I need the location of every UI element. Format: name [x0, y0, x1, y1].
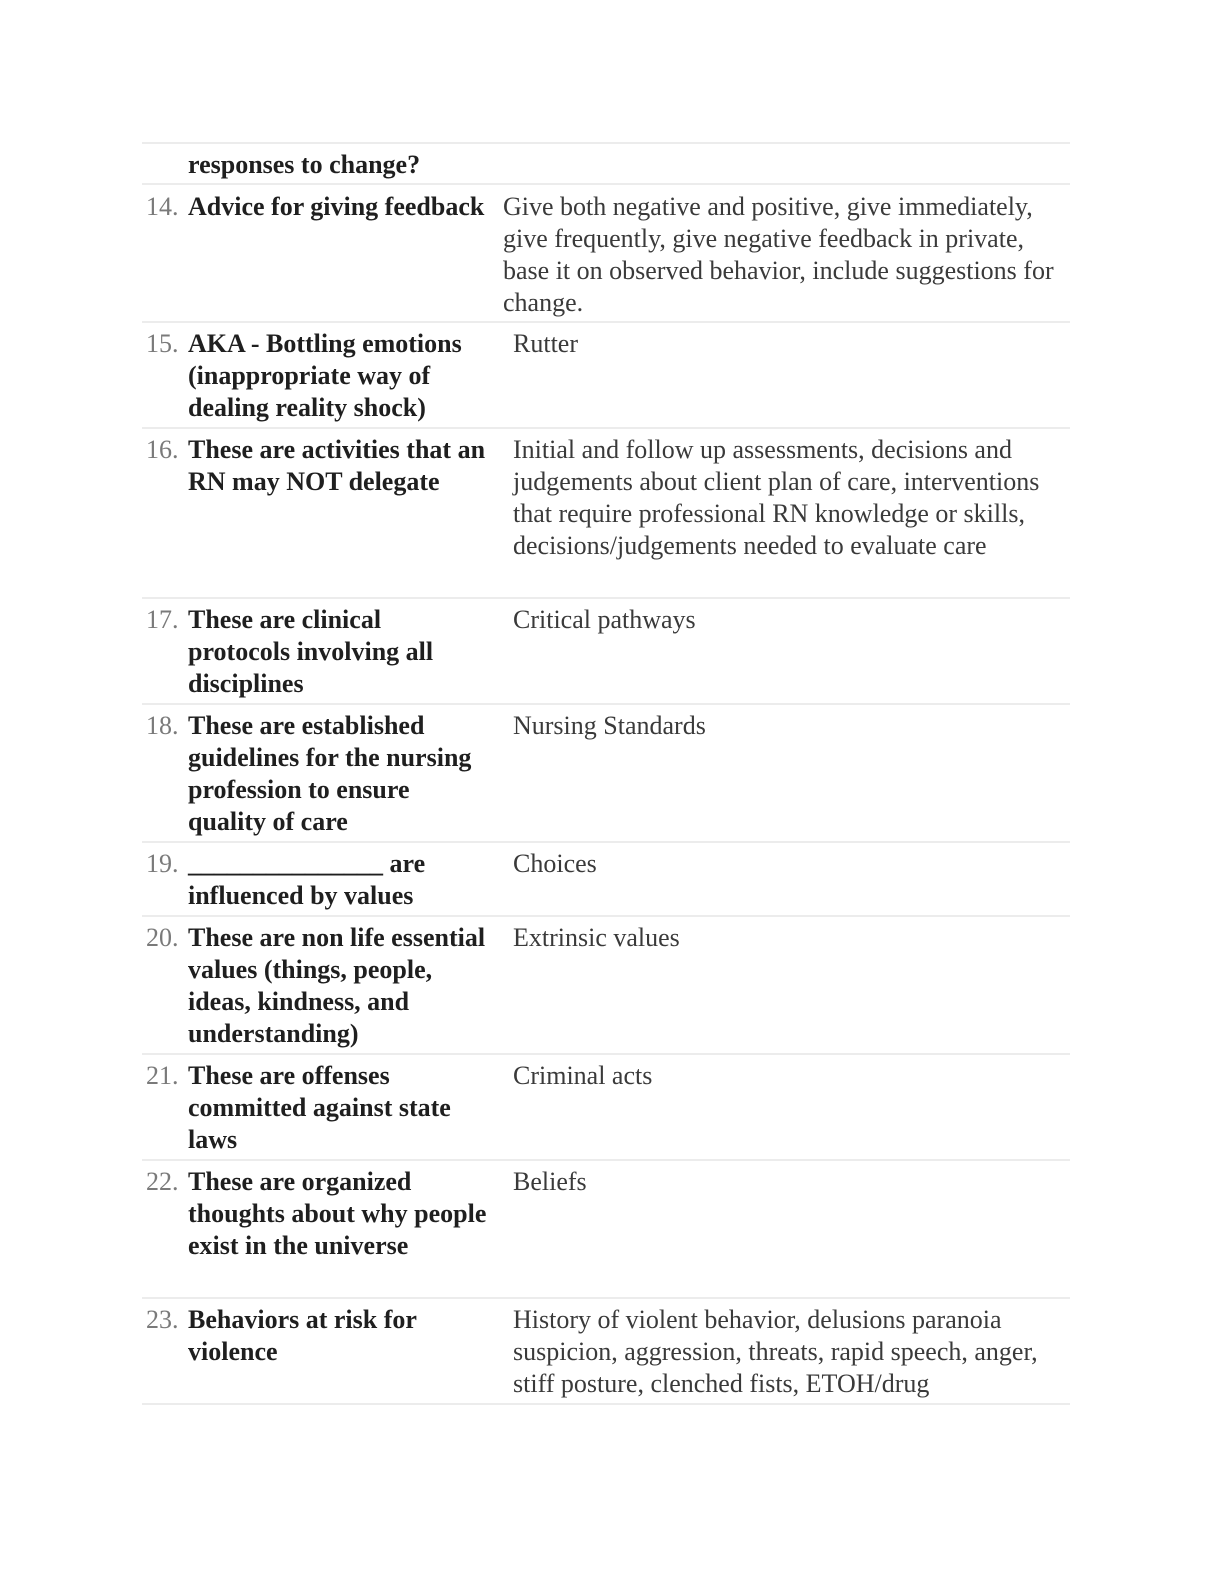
row-definition: Give both negative and positive, give immediately, give frequently, give negative feedback in private, base it on observed behavior, include suggestions for change. — [503, 192, 1054, 317]
table-row — [142, 429, 1070, 599]
row-term: These are organized thoughts about why people exist in the universe — [188, 1167, 487, 1260]
row-definition: Initial and follow up assessments, decisions and judgements about client plan of care, interventions that require professional RN knowledge or skills, decisions/judgements needed to evaluate care — [513, 435, 1040, 560]
row-definition: Extrinsic values — [513, 923, 680, 952]
table-row — [142, 1055, 1070, 1161]
row-term: Advice for giving feedback — [188, 192, 485, 221]
table-row — [142, 1161, 1070, 1299]
row-definition: Beliefs — [513, 1167, 587, 1196]
row-number: 22. — [146, 1167, 179, 1196]
table-row — [142, 1299, 1070, 1405]
row-definition: Criminal acts — [513, 1061, 653, 1090]
table-row — [142, 142, 1070, 185]
table-row — [142, 843, 1070, 917]
row-definition: Critical pathways — [513, 605, 696, 634]
row-term: AKA - Bottling emotions (inappropriate way of dealing reality shock) — [188, 329, 462, 422]
row-number: 19. — [146, 849, 179, 878]
row-definition: Choices — [513, 849, 597, 878]
row-number: 16. — [146, 435, 179, 464]
row-term: These are clinical protocols involving all disciplines — [188, 605, 434, 698]
row-definition: Nursing Standards — [513, 711, 706, 740]
flashcard-table — [142, 142, 1070, 1405]
row-definition: History of violent behavior, delusions paranoia suspicion, aggression, threats, rapid speech, anger, stiff posture, clenched fists, ETOH/drug — [513, 1305, 1038, 1398]
row-number: 20. — [146, 923, 179, 952]
row-number: 21. — [146, 1061, 179, 1090]
row-term: These are established guidelines for the nursing profession to ensure quality of care — [188, 711, 472, 836]
row-number: 18. — [146, 711, 179, 740]
row-term: These are non life essential values (things, people, ideas, kindness, and understanding) — [188, 923, 486, 1048]
table-row — [142, 185, 1070, 323]
row-number: 14. — [146, 192, 179, 221]
row-definition: Rutter — [513, 329, 578, 358]
row-term: Behaviors at risk for violence — [188, 1305, 417, 1366]
table-row — [142, 323, 1070, 429]
row-term: responses to change? — [188, 150, 421, 179]
row-number: 17. — [146, 605, 179, 634]
table-row — [142, 705, 1070, 843]
table-row — [142, 599, 1070, 705]
row-number: 15. — [146, 329, 179, 358]
row-term: These are offenses committed against state laws — [188, 1061, 451, 1154]
table-row — [142, 917, 1070, 1055]
row-term: These are activities that an RN may NOT delegate — [188, 435, 486, 496]
row-term: _______________ are influenced by values — [188, 849, 426, 910]
row-number: 23. — [146, 1305, 179, 1334]
